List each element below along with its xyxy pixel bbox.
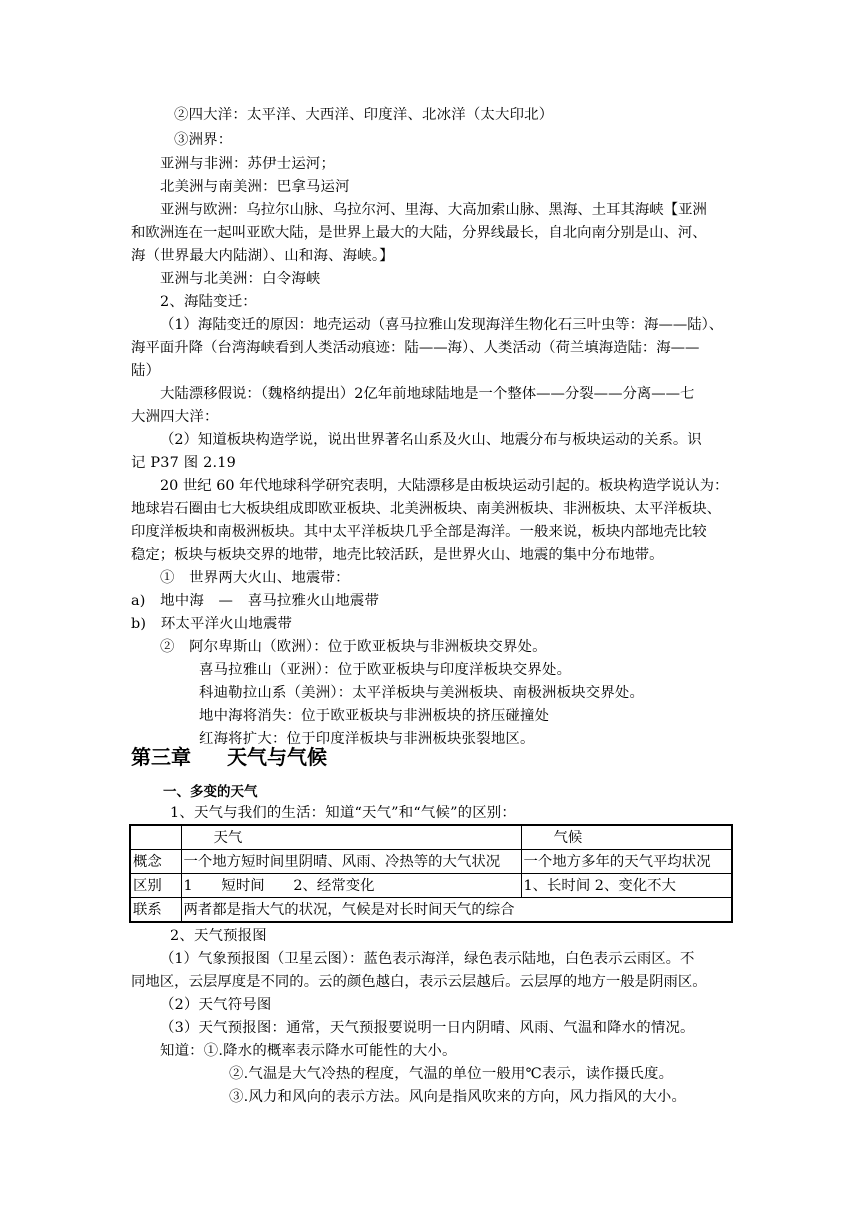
plate-theory-line-1: 20 世纪 60 年代地球科学研究表明，大陆漂移是由板块运动引起的。板块构造学说认为： <box>160 478 729 494</box>
header-climate: 气候 <box>521 825 732 850</box>
table-header-row <box>130 825 732 850</box>
belt-pacific: b) 环太平洋火山地震带 <box>131 616 293 632</box>
row-label: 联系 <box>130 898 181 923</box>
weather-climate-table <box>129 824 733 923</box>
sea-land-change-heading: 2、海陆变迁： <box>160 294 257 310</box>
cell-weather: 一个地方短时间里阴晴、风雨、冷热等的大气状况 <box>181 850 521 874</box>
forecast-content-line: （3）天气预报图：通常，天气预报要说明一日内阴晴、风雨、气温和降水的情况。 <box>160 1020 695 1036</box>
chapter-number: 第三章 <box>131 745 191 769</box>
oceans-line: ②四大洋：太平洋、大西洋、印度洋、北冰洋（太大印北） <box>174 107 554 123</box>
weather-climate-intro: 1、天气与我们的生活：知道“天气”和“气候”的区别： <box>170 805 516 821</box>
header-weather: 天气 <box>181 825 521 850</box>
know-temperature: ②.气温是大气冷热的程度，气温的单位一般用℃表示，读作摄氏度。 <box>229 1066 674 1082</box>
himalaya-line: 喜马拉雅山（亚洲）：位于欧亚板块与印度洋板块交界处。 <box>199 662 572 678</box>
forecast-map-heading: 2、天气预报图 <box>170 928 267 944</box>
eurasia-note-line: 和欧洲连在一起叫亚欧大陆，是世界上最大的大陆，分界线最长，自北向南分别是山、河、 <box>131 225 707 241</box>
continental-drift-end: 大洲四大洋： <box>131 409 219 425</box>
asia-na-boundary: 亚洲与北美洲：白令海峡 <box>160 271 321 287</box>
table-row <box>130 898 732 923</box>
sea-land-cause-end: 陆） <box>131 363 161 379</box>
cloud-thickness-line: 同地区，云层厚度是不同的。云的颜色越白，表示云层越后。云层厚的地方一般是阴雨区。 <box>131 974 707 990</box>
cordillera-line: 科迪勒拉山系（美洲）：太平洋板块与美洲板块、南极洲板块交界处。 <box>199 685 645 701</box>
cell-climate: 1、长时间 2、变化不大 <box>521 874 732 898</box>
cell-weather: 1 短时间 2、经常变化 <box>181 874 521 898</box>
table-row <box>130 874 732 898</box>
know-wind: ③.风力和风向的表示方法。风向是指风吹来的方向，风力指风的大小。 <box>229 1089 687 1105</box>
america-boundary: 北美洲与南美洲：巴拿马运河 <box>160 179 350 195</box>
table-row <box>130 850 732 874</box>
eurasia-note-end: 海（世界最大内陆湖）、山和海、海峡。】 <box>131 248 394 264</box>
alps-line: ② 阿尔卑斯山（欧洲）：位于欧亚板块与非洲板块交界处。 <box>160 639 547 655</box>
satellite-cloud-line: （1）气象预报图（卫星云图）：蓝色表示海洋，绿色表示陆地，白色表示云雨区。不 <box>160 951 695 967</box>
continental-drift-line: 大陆漂移假说：（魏格纳提出）2亿年前地球陆地是一个整体——分裂——分离——七 <box>160 386 695 402</box>
cell-relation: 两者都是指大气的状况，气候是对长时间天气的综合 <box>181 898 732 923</box>
table-corner-cell <box>130 825 181 850</box>
plate-theory-line-3: 印度洋板块和南极洲板块。其中太平洋板块几乎全部是海洋。一般来说，板块内部地壳比较 <box>131 524 707 540</box>
know-precipitation: 知道：①.降水的概率表示降水可能性的大小。 <box>160 1043 457 1059</box>
volcano-belts-heading: ① 世界两大火山、地震带： <box>160 570 350 586</box>
asia-europe-boundary: 亚洲与欧洲：乌拉尔山脉、乌拉尔河、里海、大高加索山脉、黑海、土耳其海峡【亚洲 <box>160 202 707 218</box>
sea-level-line: 海平面升降（台湾海峡看到人类活动痕迹：陆——海）、人类活动（荷兰填海造陆：海—— <box>131 340 700 356</box>
mediterranean-line: 地中海将消失：位于欧亚板块与非洲板块的挤压碰撞处 <box>199 708 550 724</box>
plate-theory-line-4: 稳定；板块与板块交界的地带，地壳比较活跃，是世界火山、地震的集中分布地带。 <box>131 547 664 563</box>
continent-boundary-heading: ③洲界： <box>174 132 233 148</box>
belt-mediterranean: a) 地中海 — 喜马拉雅火山地震带 <box>131 593 380 609</box>
cell-climate: 一个地方多年的天气平均状况 <box>521 850 732 874</box>
chapter-heading <box>131 742 327 772</box>
plate-theory-line-2: 地球岩石圈由七大板块组成即欧亚板块、北美洲板块、南美洲板块、非洲板块、太平洋板块、 <box>131 501 722 517</box>
row-label: 概念 <box>130 850 181 874</box>
section-heading: 一、多变的天气 <box>163 784 258 800</box>
asia-africa-boundary: 亚洲与非洲：苏伊士运河； <box>160 156 336 172</box>
plate-tectonics-ref: 记 P37 图 2.19 <box>131 455 236 471</box>
sea-land-cause-line: （1）海陆变迁的原因：地壳运动（喜马拉雅山发现海洋生物化石三叶虫等：海——陆）、 <box>160 317 724 333</box>
row-label: 区别 <box>130 874 181 898</box>
plate-tectonics-goal: （2）知道板块构造学说，说出世界著名山系及火山、地震分布与板块运动的关系。识 <box>160 432 702 448</box>
red-sea-line: 红海将扩大：位于印度洋板块与非洲板块张裂地区。 <box>199 731 535 747</box>
weather-symbols-heading: （2）天气符号图 <box>160 997 272 1013</box>
chapter-title: 天气与气候 <box>227 745 327 769</box>
